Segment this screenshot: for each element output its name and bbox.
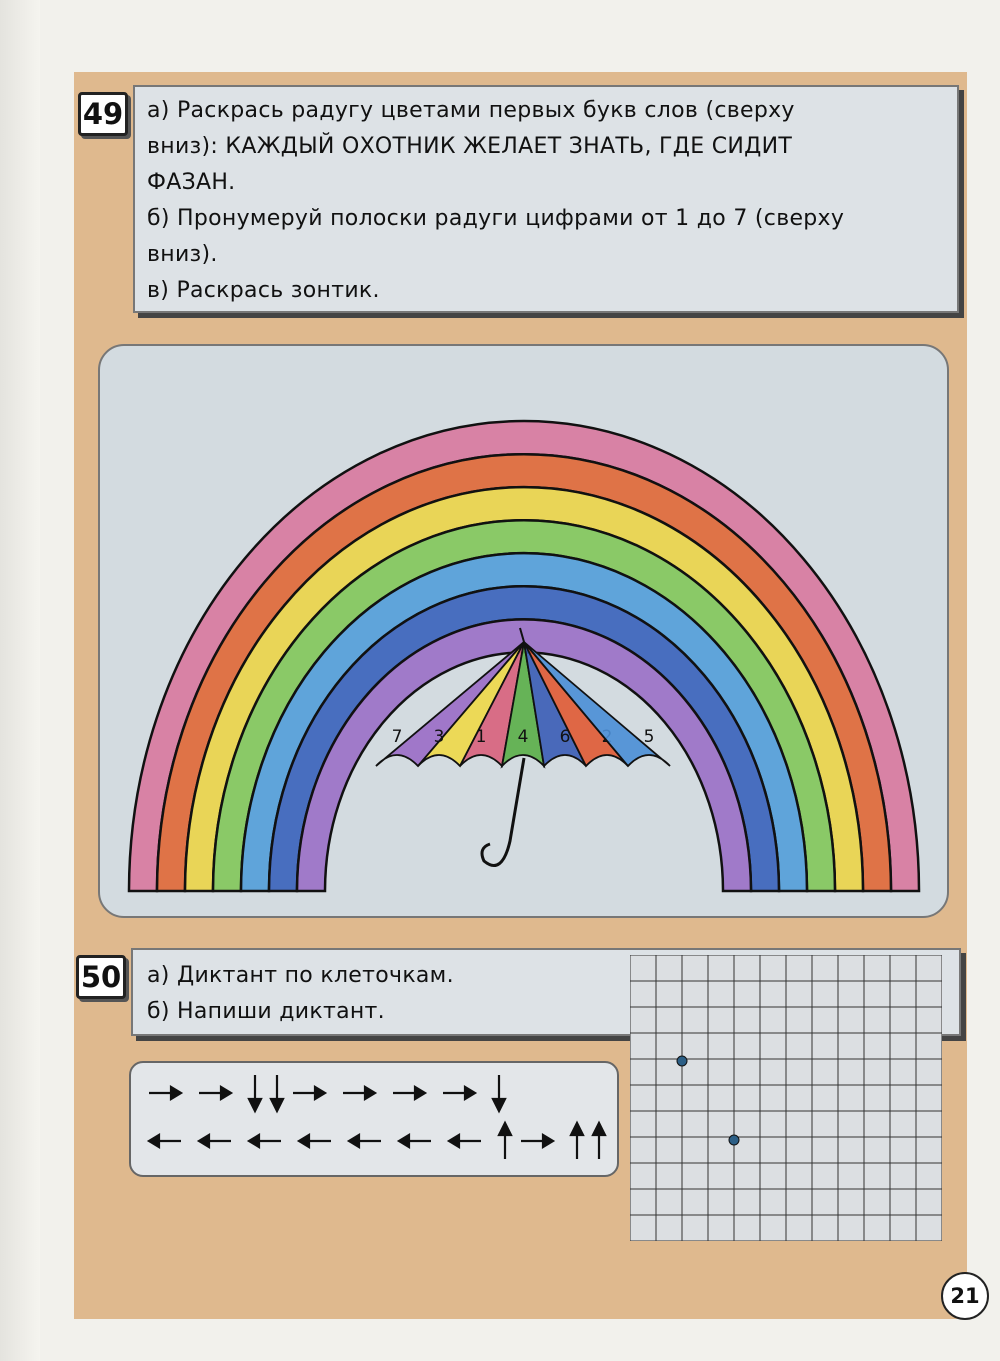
arrow-up-icon [499, 1123, 511, 1159]
umbrella-segment-number: 5 [643, 727, 655, 747]
arrow-right-icon [293, 1087, 325, 1099]
task-50-line-b: б) Напиши диктант. [147, 999, 385, 1024]
arrow-down-icon [493, 1075, 505, 1111]
umbrella-handle [482, 758, 524, 866]
task-50-number: 50 [76, 955, 126, 999]
task-49-line-b2: вниз). [147, 242, 218, 267]
arrow-right-icon [149, 1087, 181, 1099]
umbrella-segment-number: 3 [433, 727, 445, 747]
arrow-right-icon [199, 1087, 231, 1099]
rainbow-picture [98, 344, 949, 918]
arrow-left-icon [349, 1135, 381, 1147]
task-49-line-c: в) Раскрась зонтик. [147, 278, 380, 303]
umbrella-segment-number: 4 [517, 727, 529, 747]
task-49-line-a2: вниз): КАЖДЫЙ ОХОТНИК ЖЕЛАЕТ ЗНАТЬ, ГДЕ СИДИТ [147, 134, 793, 159]
task-49-line-a1: а) Раскрась радугу цветами первых букв слов (сверху [147, 98, 795, 123]
dictation-arrows [129, 1061, 619, 1177]
task-49-line-b1: б) Пронумеруй полоски радуги цифрами от 1 до 7 (сверху [147, 206, 845, 231]
arrow-right-icon [393, 1087, 425, 1099]
rainbow-illustration [100, 346, 947, 916]
task-50-line-a: а) Диктант по клеточкам. [147, 963, 454, 988]
page-edge [0, 0, 40, 1361]
arrow-right-icon [343, 1087, 375, 1099]
arrow-up-icon [571, 1123, 583, 1159]
arrow-left-icon [249, 1135, 281, 1147]
graph-paper-grid[interactable] [630, 955, 942, 1241]
arrow-down-icon [249, 1075, 261, 1111]
arrow-right-icon [443, 1087, 475, 1099]
arrow-left-icon [149, 1135, 181, 1147]
umbrella-segment-number: 1 [475, 727, 487, 747]
arrow-left-icon [199, 1135, 231, 1147]
arrow-left-icon [299, 1135, 331, 1147]
task-49-number: 49 [78, 92, 128, 136]
arrow-left-icon [399, 1135, 431, 1147]
arrow-right-icon [521, 1135, 553, 1147]
start-dot-1 [677, 1056, 687, 1066]
arrow-up-icon [593, 1123, 605, 1159]
arrow-sequence [131, 1063, 617, 1175]
start-dot-2 [729, 1135, 739, 1145]
page-number: 21 [941, 1272, 989, 1320]
arrow-left-icon [449, 1135, 481, 1147]
umbrella-segment-number: 6 [559, 727, 571, 747]
grid-lines [630, 955, 942, 1241]
task-49-instructions [133, 85, 959, 313]
task-49-line-a3: ФАЗАН. [147, 170, 236, 195]
arrow-down-icon [271, 1075, 283, 1111]
umbrella-segment-number: 7 [391, 727, 403, 747]
